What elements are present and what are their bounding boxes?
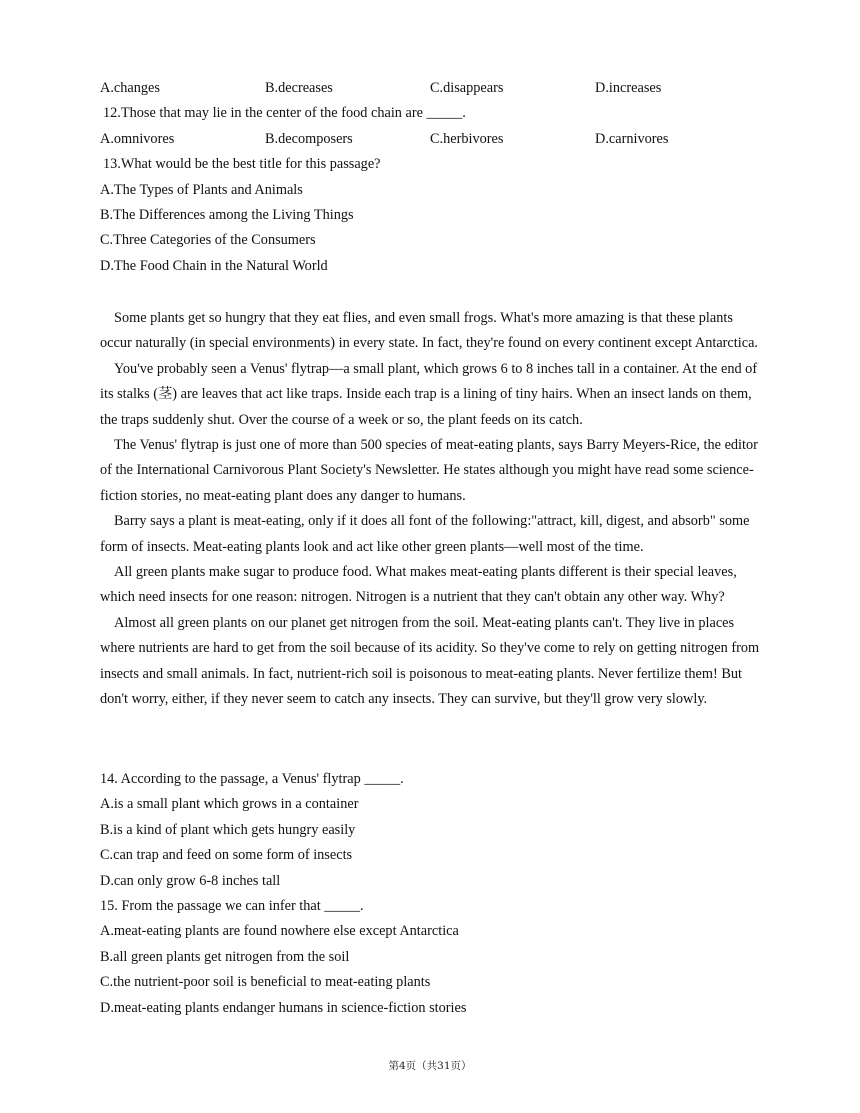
passage-paragraph-1: Some plants get so hungry that they eat flies, and even small frogs. What's more amazing is that these plants occur naturally (in special environments) in every state. In fact, they're found on every continent except Antarctica. [100,310,758,352]
q15-option-a: A.meat-eating plants are found nowhere else except Antarctica [100,923,459,940]
q12-option-c: C.herbivores [430,130,504,147]
page-footer: 第4页（共31页） [388,1060,472,1072]
passage-paragraph-2: You've probably seen a Venus' flytrap—a small plant, which grows 6 to 8 inches tall in a container. At the end of its stalks (茎) are leaves that act like traps. Inside each trap is a lining of tiny hairs. When an insect lands on them, the traps suddenly shut. Over the course of a week or so, the plant feeds on its catch. [100,360,758,428]
question-block-14-15 [100,767,760,1021]
q13-option-b: B.The Differences among the Living Things [100,206,354,223]
q13-option-a: A.The Types of Plants and Animals [100,181,303,198]
question-block-11-13 [100,76,760,279]
q12-stem: 12.Those that may lie in the center of the food chain are _____. [103,105,466,122]
q11-options-row [100,76,760,101]
q11-option-d: D.increases [595,80,662,96]
q13-option-c: C.Three Categories of the Consumers [100,232,316,249]
q15-option-d: D.meat-eating plants endanger humans in science-fiction stories [100,999,467,1016]
q14-option-c: C.can trap and feed on some form of insects [100,847,353,864]
q13-option-d: D.The Food Chain in the Natural World [100,257,328,274]
passage-paragraph-4: Barry says a plant is meat-eating, only if it does all font of the following:"attract, kill, digest, and absorb" some form of insects. Meat-eating plants look and act like other green plants—well most of the time. [100,513,750,555]
q11-option-a: A.changes [100,80,160,96]
q15-option-c: C.the nutrient-poor soil is beneficial to meat-eating plants [100,974,431,991]
q15-stem: 15. From the passage we can infer that _____. [100,897,364,914]
q12-option-b: B.decomposers [265,130,353,147]
q12-options-row [100,127,760,152]
passage-paragraph-6: Almost all green plants on our planet get nitrogen from the soil. Meat-eating plants can't. They live in places where nutrients are hard to get from the soil because of its acidity. So they've come to rely on getting nitrogen from insects and small animals. In fact, nutrient-rich soil is poisonous to meat-eating plants. Never fertilize them! But don't worry, either, if they never seem to catch any insects. They can survive, but they'll grow very slowly. [100,614,760,708]
passage-paragraph-5: All green plants make sugar to produce food. What makes meat-eating plants different is their special leaves, which need insects for one reason: nitrogen. Nitrogen is a nutrient that they can't obtain any other way. Why? [100,564,737,606]
reading-passage [100,306,760,713]
q14-option-d: D.can only grow 6-8 inches tall [100,872,281,889]
passage-paragraph-3: The Venus' flytrap is just one of more than 500 species of meat-eating plants, says Barry Meyers-Rice, the editor of the International Carnivorous Plant Society's Newsletter. He states although you might have read some science-fiction stories, no meat-eating plant does any danger to humans. [100,437,758,504]
q15-option-b: B.all green plants get nitrogen from the soil [100,948,350,965]
q14-stem: 14. According to the passage, a Venus' flytrap _____. [100,771,404,787]
q14-option-b: B.is a kind of plant which gets hungry easily [100,821,356,838]
q11-option-b: B.decreases [265,80,333,96]
q11-option-c: C.disappears [430,80,504,96]
q13-stem: 13.What would be the best title for this passage? [103,156,381,173]
q14-option-a: A.is a small plant which grows in a container [100,796,359,813]
q12-option-a: A.omnivores [100,130,175,147]
q12-option-d: D.carnivores [595,130,669,147]
